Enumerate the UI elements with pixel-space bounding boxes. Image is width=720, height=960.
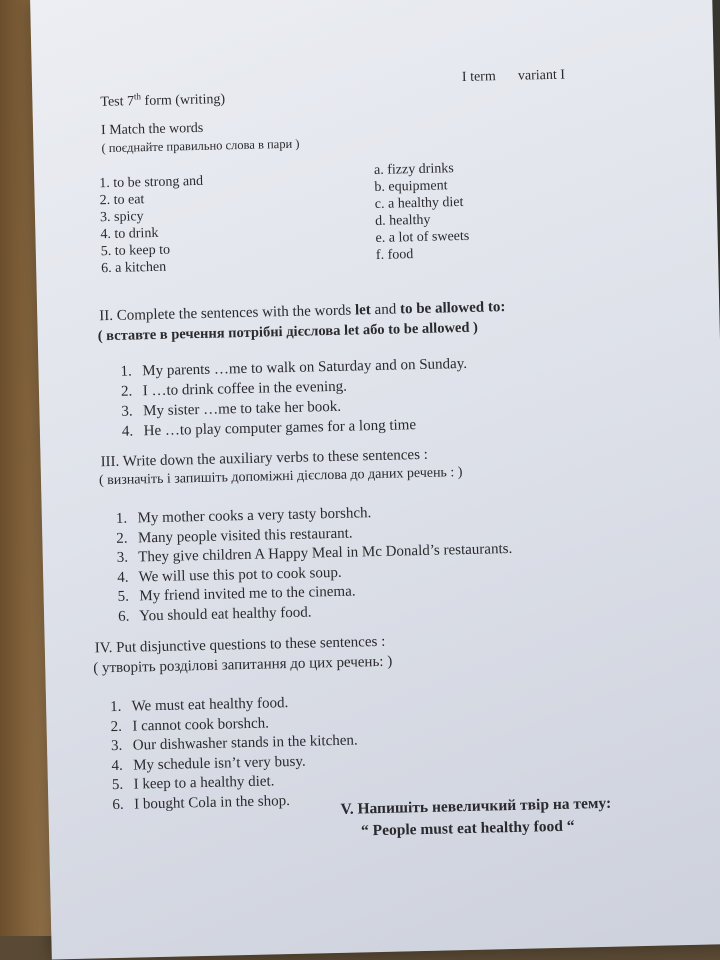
list-item: 4. to drink — [100, 225, 159, 243]
section-2-list — [120, 354, 468, 442]
list-item: 4. He …to play computer games for a long time — [121, 417, 417, 440]
list-item: 3. My sister …me to take her book. — [121, 398, 342, 420]
section-3-heading: III. Write down the auxiliary verbs to these sentences : — [100, 446, 429, 471]
test-title: Test 7th form (writing) — [100, 91, 226, 110]
list-item: 2. to eat — [99, 192, 145, 209]
list-item: b. equipment — [374, 178, 448, 195]
list-item: 5. to keep to — [100, 242, 171, 260]
list-item: 3. They give children A Happy Meal in Mc Donald’s restaurants. — [116, 540, 513, 566]
section-4-list — [110, 693, 359, 816]
match-left-list — [99, 173, 205, 277]
list-item: 2. Many people visited this restaurant. — [116, 525, 353, 547]
list-item: 1. My mother cooks a very tasty borshch. — [115, 505, 372, 527]
essay-topic: “ People must eat healthy food “ — [360, 817, 575, 840]
list-item: 5. I keep to a healthy diet. — [111, 773, 275, 794]
match-right-list — [374, 160, 470, 264]
list-item: 3. Our dishwasher stands in the kitchen. — [110, 732, 358, 755]
list-item: 1. We must eat healthy food. — [109, 695, 289, 716]
list-item: 2. I …to drink coffee in the evening. — [120, 378, 348, 400]
list-item: 3. spicy — [99, 209, 144, 226]
section-5-heading: V. Напишіть невеличкий твір на тему: — [340, 794, 612, 818]
list-item: 1. My parents …me to walk on Saturday and on Sunday. — [120, 355, 468, 380]
list-item: 2. I cannot cook borshch. — [110, 715, 270, 735]
list-item: 1. to be strong and — [99, 173, 204, 192]
section-3-list — [116, 501, 514, 627]
list-item: 4. We will use this pot to cook soup. — [117, 564, 342, 586]
list-item: e. a lot of sweets — [375, 228, 470, 246]
term-label: I term — [461, 69, 496, 85]
test-paper-sheet — [30, 0, 720, 959]
list-item: d. healthy — [375, 212, 431, 229]
variant-label: variant I — [517, 67, 566, 84]
section-1-heading: I Match the words — [100, 120, 204, 139]
list-item: c. a healthy diet — [374, 194, 464, 212]
list-item: a. fizzy drinks — [373, 161, 454, 178]
list-item: 4. My schedule isn’t very busy. — [111, 753, 306, 774]
section-4-subheading: ( утворіть розділові запитання до цих речень: ) — [93, 653, 393, 677]
section-3-subheading: ( визначіть і запишіть допоміжні дієслова до даних речень : ) — [98, 465, 463, 489]
section-4-heading: IV. Put disjunctive questions to these sentences : — [94, 633, 386, 657]
list-item: 6. a kitchen — [101, 259, 167, 277]
list-item: 6. You should eat healthy food. — [117, 604, 312, 625]
section-2-subheading: ( вставте в речення потрібні дієслова let або to be allowed ) — [97, 319, 479, 345]
list-item: 6. I bought Cola in the shop. — [112, 792, 291, 813]
section-1-subheading: ( поєднайте правильно слова в пари ) — [101, 136, 300, 156]
list-item: f. food — [375, 247, 414, 263]
list-item: 5. My friend invited me to the cinema. — [117, 583, 356, 605]
section-2-heading: II. Complete the sentences with the words let and to be allowed to: — [99, 299, 506, 325]
